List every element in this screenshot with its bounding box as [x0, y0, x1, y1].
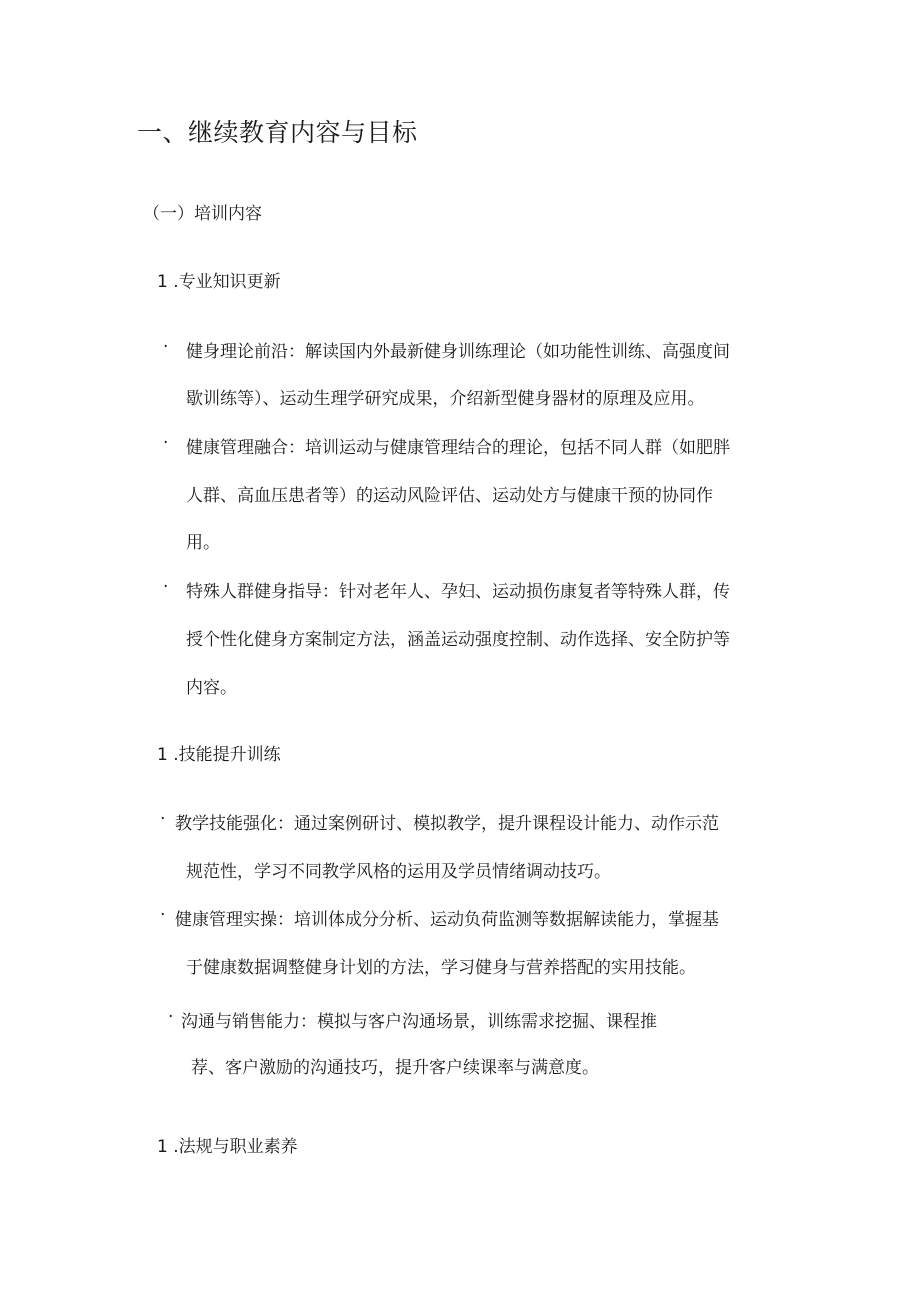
list-item-line: 人群、高血压患者等）的运动风险评估、运动处方与健康干预的协同作 — [186, 486, 713, 506]
main-heading: 一、继续教育内容与目标 — [137, 118, 418, 147]
list-item-line: 于健康数据调整健身计划的方法，学习健身与营养搭配的实用技能。 — [186, 958, 696, 978]
list-item-line: 荐、客户激励的沟通技巧，提升客户续课率与满意度。 — [191, 1058, 599, 1078]
list-item-line: 内容。 — [186, 678, 237, 698]
bullet-dot: · — [163, 337, 169, 357]
list-item-line: 授个性化健身方案制定方法，涵盖运动强度控制、动作选择、安全防护等 — [186, 630, 730, 650]
list-item-line: 健康管理实操：培训体成分分析、运动负荷监测等数据解读能力，掌握基 — [175, 910, 719, 930]
list-item-line: 健康管理融合：培训运动与健康管理结合的理论，包括不同人群（如肥胖 — [186, 438, 730, 458]
section-title-regulations: 1 .法规与职业素养 — [157, 1137, 298, 1157]
bullet-dot: · — [160, 809, 166, 829]
bullet-dot: · — [160, 905, 166, 925]
section-title-knowledge: 1 .专业知识更新 — [157, 272, 281, 292]
bullet-dot: · — [168, 1007, 174, 1027]
list-item-line: 用。 — [186, 533, 220, 553]
list-item-line: 沟通与销售能力：模拟与客户沟通场景，训练需求挖掘、课程推 — [181, 1012, 657, 1032]
list-item-line: 特殊人群健身指导：针对老年人、孕妇、运动损伤康复者等特殊人群，传 — [186, 582, 730, 602]
section-title-skills: 1 .技能提升训练 — [157, 745, 281, 765]
bullet-dot: · — [163, 577, 169, 597]
list-item-line: 规范性，学习不同教学风格的运用及学员情绪调动技巧。 — [186, 862, 611, 882]
list-item-line: 教学技能强化：通过案例研讨、模拟教学，提升课程设计能力、动作示范 — [175, 814, 719, 834]
bullet-dot: · — [163, 433, 169, 453]
list-item-line: 健身理论前沿：解读国内外最新健身训练理论（如功能性训练、高强度间 — [186, 342, 730, 362]
list-item-line: 歇训练等）、运动生理学研究成果，介绍新型健身器材的原理及应用。 — [186, 389, 705, 409]
sub-heading: （一）培训内容 — [143, 204, 262, 224]
